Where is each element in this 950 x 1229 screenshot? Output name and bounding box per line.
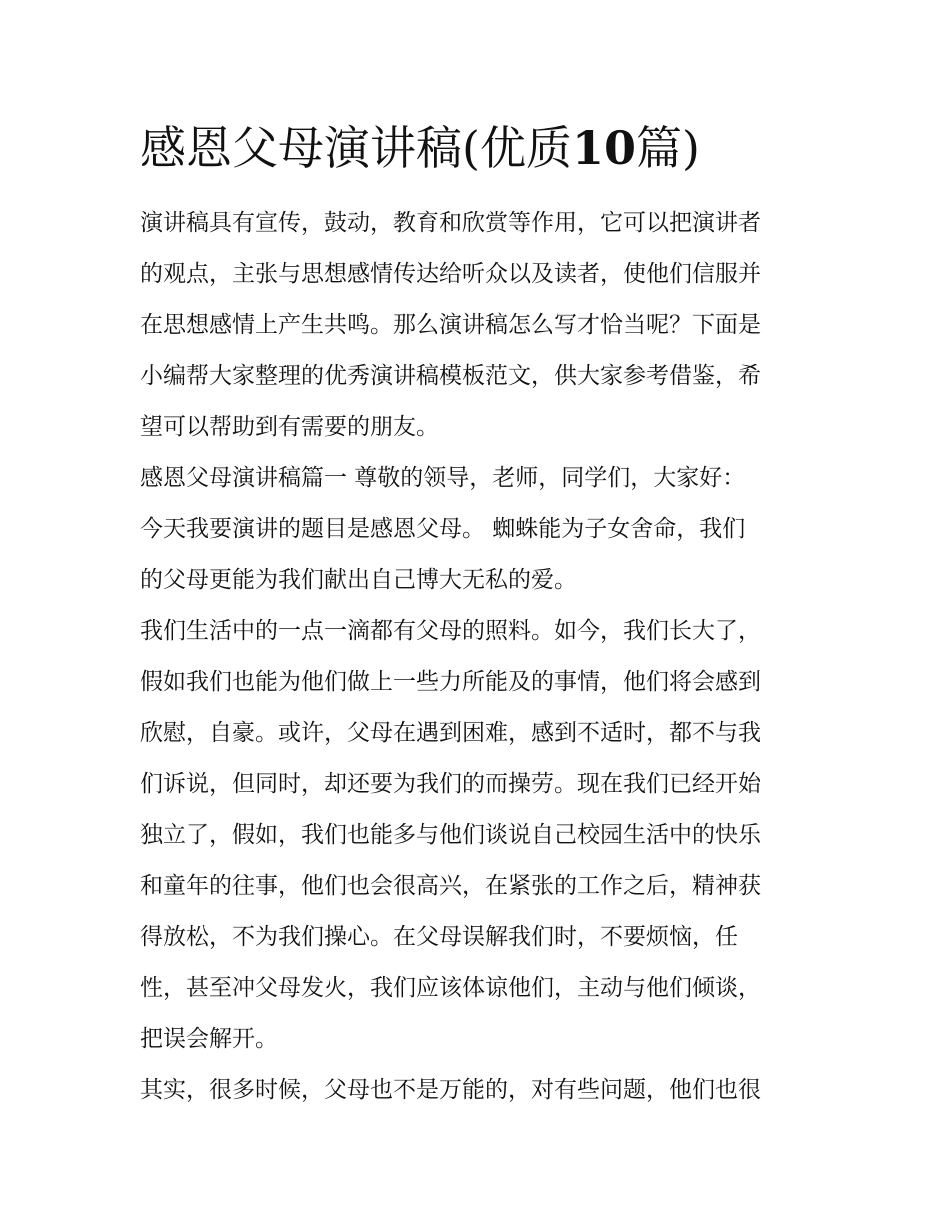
text-line-11: 欣慰，自豪。或许，父母在遇到困难，感到不适时，都不与我	[140, 720, 761, 746]
text-line-2: 的观点，主张与思想感情传达给听众以及读者，使他们信服并	[140, 261, 761, 287]
text-line-14: 和童年的往事，他们也会很高兴，在紧张的工作之后，精神获	[140, 873, 761, 899]
text-line-8: 的父母更能为我们献出自己博大无私的爱。	[140, 567, 577, 593]
document-title	[140, 118, 812, 178]
text-line-7: 今天我要演讲的题目是感恩父母。 蜘蛛能为子女舍命，我们	[140, 516, 746, 542]
text-line-18: 其实，很多时候，父母也不是万能的，对有些问题，他们也很	[140, 1077, 761, 1103]
text-line-10: 假如我们也能为他们做上一些力所能及的事情，他们将会感到	[140, 669, 761, 695]
text-line-1: 演讲稿具有宣传，鼓动，教育和欣赏等作用，它可以把演讲者	[140, 210, 761, 236]
title-text-part3: 篇)	[635, 121, 700, 175]
text-line-9: 我们生活中的一点一滴都有父母的照料。如今，我们长大了，	[140, 618, 761, 644]
text-line-16: 性，甚至冲父母发火，我们应该体谅他们，主动与他们倾谈，	[140, 975, 761, 1001]
text-line-13: 独立了，假如，我们也能多与他们谈说自己校园生活中的快乐	[140, 822, 761, 848]
text-line-15: 得放松，不为我们操心。在父母误解我们时，不要烦恼，任	[140, 924, 738, 950]
text-line-3: 在思想感情上产生共鸣。那么演讲稿怎么写才恰当呢？下面是	[140, 312, 761, 338]
text-line-5: 望可以帮助到有需要的朋友。	[140, 414, 439, 440]
text-line-4: 小编帮大家整理的优秀演讲稿模板范文，供大家参考借鉴，希	[140, 363, 761, 389]
text-line-17: 把误会解开。	[140, 1026, 278, 1052]
document-page	[140, 118, 812, 1116]
text-line-12: 们诉说，但同时，却还要为我们的而操劳。现在我们已经开始	[140, 771, 761, 797]
title-text-number: 10	[571, 121, 636, 175]
text-line-6: 感恩父母演讲稿篇一 尊敬的领导，老师，同学们，大家好：	[140, 465, 746, 491]
document-body	[140, 198, 812, 1116]
title-text-part1: 感恩父母演讲稿(优质	[140, 121, 572, 175]
